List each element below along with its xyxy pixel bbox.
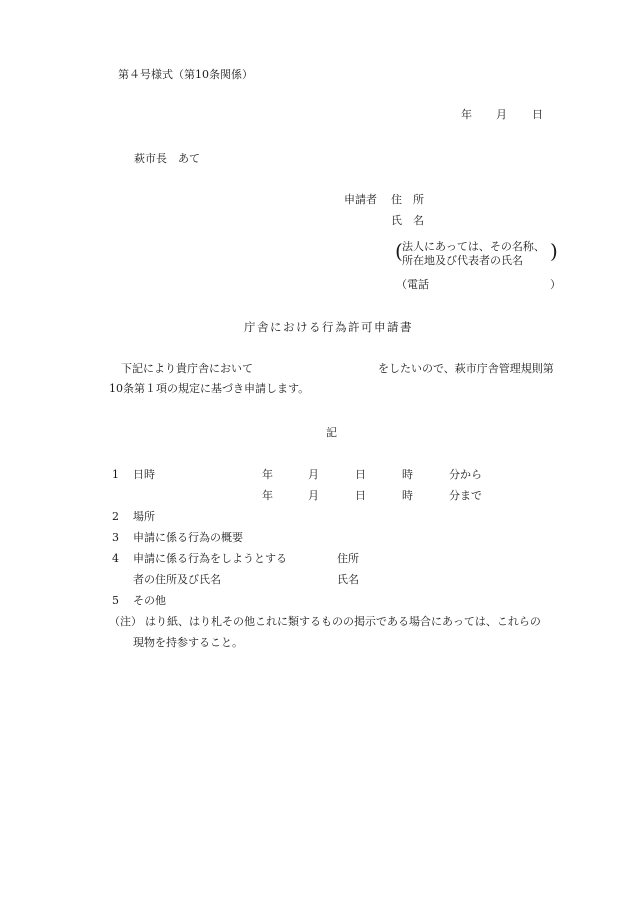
applicant-address-label: 住 所 [391, 193, 424, 206]
item5-label: その他 [133, 594, 166, 607]
item3-number: 3 [112, 531, 119, 544]
item1-label: 日時 [133, 468, 155, 481]
item2-label: 場所 [133, 510, 155, 523]
item5-number: 5 [112, 594, 119, 607]
item1-row1-hour: 時 [402, 468, 413, 481]
corp-note-line2: 所在地及び代表者の氏名 [402, 254, 523, 267]
corp-note-line1: 法人にあっては、その名称、 [402, 240, 545, 253]
item4-name-label: 氏名 [337, 573, 359, 586]
date-year-label: 年 [461, 108, 472, 121]
note-prefix: （注） [109, 615, 142, 628]
phone-label: （電話 [396, 278, 429, 291]
item4-number: 4 [112, 552, 119, 565]
body-line1-part1: 下記により貴庁舎において [121, 362, 253, 375]
item1-row1-year: 年 [262, 468, 273, 481]
item1-row1-month: 月 [308, 468, 319, 481]
form-number: 第４号様式（第10条関係） [118, 68, 253, 81]
note-line1: はり紙、はり札その他これに類するものの掲示である場合にあっては、これらの [145, 615, 541, 628]
item1-number: 1 [112, 468, 119, 481]
date-month-label: 月 [496, 108, 507, 121]
corp-note-open-paren: ( [395, 239, 403, 263]
applicant-name-label: 氏 名 [391, 214, 424, 227]
item1-row1-day: 日 [355, 468, 366, 481]
item1-row2-year: 年 [262, 489, 273, 502]
applicant-label: 申請者 [344, 193, 377, 206]
phone-close-paren: ） [550, 278, 561, 291]
item4-label-line2: 者の住所及び氏名 [133, 573, 221, 586]
addressee: 萩市長 あて [134, 152, 200, 165]
item4-address-label: 住所 [337, 552, 359, 565]
item2-number: 2 [112, 510, 119, 523]
body-line1-part2: をしたいので、萩市庁舎管理規則第 [378, 362, 554, 375]
item1-row2-month: 月 [308, 489, 319, 502]
corp-note-close-paren: ) [550, 239, 558, 263]
item1-row2-day: 日 [355, 489, 366, 502]
body-line2: 10条第１項の規定に基づき申請します。 [109, 382, 310, 395]
item1-row2-minute: 分まで [449, 489, 482, 502]
item1-row1-minute: 分から [449, 468, 482, 481]
date-day-label: 日 [532, 108, 543, 121]
note-line2: 現物を持参すること。 [133, 636, 243, 649]
ki-heading: 記 [326, 426, 337, 439]
item1-row2-hour: 時 [402, 489, 413, 502]
item3-label: 申請に係る行為の概要 [133, 531, 243, 544]
document-title: 庁舎における行為許可申請書 [244, 320, 413, 334]
item4-label-line1: 申請に係る行為をしようとする [133, 552, 287, 565]
